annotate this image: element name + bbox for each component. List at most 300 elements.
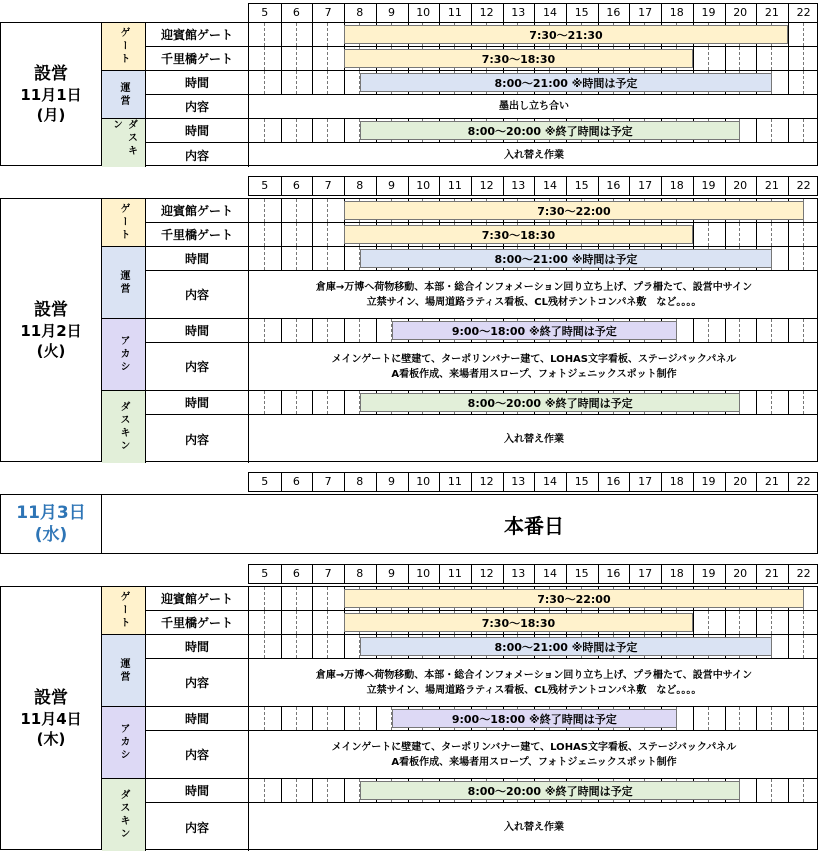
hour-tick: 7 [324, 179, 332, 192]
group-label: ゲート [102, 587, 146, 635]
day-block [0, 586, 818, 850]
grid-hour-line [756, 223, 757, 246]
group-label: ダスキン [102, 119, 146, 167]
content-text [249, 659, 818, 707]
content-line: 立禁サイン、場周道路ラティス看板、CL残材テントコンパネ敷 など。。。。 [366, 684, 702, 696]
hour-tick: 15 [574, 567, 589, 580]
day-cell [1, 23, 102, 165]
timeline-row [249, 635, 818, 659]
time-bar: 8:00～21:00 ※時間は予定 [360, 249, 772, 268]
grid-hour-line [725, 47, 726, 70]
grid-line [708, 707, 709, 730]
hour-tick: 6 [292, 6, 300, 19]
grid-line [327, 71, 328, 94]
hour-tick: 21 [764, 567, 779, 580]
grid-line [803, 707, 804, 730]
hour-tick: 19 [701, 6, 716, 19]
timeline-row [249, 199, 818, 223]
group-label: アカシ [102, 319, 146, 391]
grid-line [264, 587, 265, 610]
content-text [249, 271, 818, 319]
hour-tick: 8 [356, 6, 364, 19]
grid-line [771, 47, 772, 70]
timeline-row [249, 23, 818, 47]
grid-hour-line [281, 199, 282, 222]
day-cell [1, 587, 102, 849]
grid-line [327, 199, 328, 222]
grid-line [327, 223, 328, 246]
grid-line [771, 391, 772, 414]
group-label: ダスキン [102, 779, 146, 851]
grid-line [296, 223, 297, 246]
row-label: 迎賓館ゲート [146, 587, 249, 611]
hour-tick: 6 [292, 567, 300, 580]
content-line: A看板作成、来場者用スロープ、フォトジェニックスポット制作 [391, 756, 677, 768]
timeline-row [249, 71, 818, 95]
timeline-row [249, 587, 818, 611]
hour-tick: 16 [606, 6, 621, 19]
grid-hour-line [725, 319, 726, 342]
hour-tick: 5 [261, 6, 269, 19]
day-date: 11月2日 [20, 322, 82, 340]
hour-tick: 9 [387, 567, 395, 580]
hour-tick: 11 [447, 567, 462, 580]
grid-line [327, 47, 328, 70]
grid-line [708, 47, 709, 70]
grid-line [296, 71, 297, 94]
group-label: 運営 [102, 635, 146, 707]
grid-hour-line [725, 223, 726, 246]
grid-line [803, 47, 804, 70]
hour-tick: 21 [764, 179, 779, 192]
grid-hour-line [281, 319, 282, 342]
group-label: ゲート [102, 23, 146, 71]
grid-line [296, 119, 297, 142]
row-label: 内容 [146, 343, 249, 391]
hour-tick: 14 [542, 475, 557, 488]
hour-tick: 17 [638, 475, 653, 488]
day-title: 設営 [34, 300, 68, 320]
grid-line [739, 319, 740, 342]
hour-tick: 15 [574, 6, 589, 19]
grid-hour-line [693, 47, 694, 70]
hour-tick: 11 [447, 179, 462, 192]
hour-tick: 20 [733, 6, 748, 19]
grid-hour-line [725, 611, 726, 634]
grid-line [264, 223, 265, 246]
grid-hour-line [788, 223, 789, 246]
grid-line [803, 247, 804, 270]
row-label: 内容 [146, 271, 249, 319]
row-label: 時間 [146, 71, 249, 95]
hour-tick: 9 [387, 6, 395, 19]
grid-hour-line [312, 779, 313, 802]
grid-hour-line [281, 587, 282, 610]
grid-hour-line [788, 635, 789, 658]
grid-line [739, 611, 740, 634]
grid-line [771, 611, 772, 634]
hour-tick: 20 [733, 567, 748, 580]
grid-line [771, 223, 772, 246]
grid-line [296, 587, 297, 610]
grid-line [803, 223, 804, 246]
grid-line [359, 319, 360, 342]
grid-hour-line [281, 71, 282, 94]
time-bar: 8:00～20:00 ※終了時間は予定 [360, 393, 740, 412]
hour-tick: 17 [638, 6, 653, 19]
content-text [249, 731, 818, 779]
grid-line [803, 71, 804, 94]
hour-header [248, 472, 818, 492]
grid-hour-line [756, 47, 757, 70]
grid-line [296, 23, 297, 46]
hour-tick: 22 [796, 567, 811, 580]
hour-tick: 7 [324, 567, 332, 580]
grid-line [803, 319, 804, 342]
grid-line [803, 779, 804, 802]
grid-hour-line [788, 23, 789, 46]
time-bar: 8:00～20:00 ※終了時間は予定 [360, 781, 740, 800]
time-bar: 9:00～18:00 ※終了時間は予定 [392, 709, 677, 728]
timeline-row [249, 47, 818, 71]
row-label: 内容 [146, 143, 249, 167]
grid-line [264, 319, 265, 342]
day-cell [1, 495, 102, 553]
time-bar: 8:00～20:00 ※終了時間は予定 [360, 121, 740, 140]
row-label: 内容 [146, 731, 249, 779]
grid-line [771, 119, 772, 142]
grid-hour-line [756, 319, 757, 342]
hour-tick: 12 [479, 475, 494, 488]
grid-hour-line [756, 391, 757, 414]
grid-hour-line [344, 319, 345, 342]
content-text [249, 95, 818, 119]
content-line: 倉庫→万博へ荷物移動、本部・総合インフォメーション回り立ち上げ、プラ柵たて、設営中サイン [315, 281, 753, 293]
hour-tick: 13 [511, 6, 526, 19]
content-line: 入れ替え作業 [504, 433, 564, 445]
content-text [249, 803, 818, 851]
hour-tick: 19 [701, 179, 716, 192]
hour-tick: 10 [416, 179, 431, 192]
grid-hour-line [344, 71, 345, 94]
grid-hour-line [344, 635, 345, 658]
hour-tick: 16 [606, 179, 621, 192]
day-title: 設営 [34, 64, 68, 84]
day-weekday: (月) [36, 106, 66, 124]
grid-line [327, 779, 328, 802]
hour-tick: 16 [606, 475, 621, 488]
grid-line [264, 635, 265, 658]
hour-tick: 14 [542, 6, 557, 19]
content-line: 倉庫→万博へ荷物移動、本部・総合インフォメーション回り立ち上げ、プラ柵たて、設営中サイン [315, 669, 753, 681]
grid-hour-line [312, 47, 313, 70]
row-label: 時間 [146, 779, 249, 803]
grid-hour-line [312, 707, 313, 730]
hour-tick: 10 [416, 6, 431, 19]
hour-tick: 22 [796, 6, 811, 19]
grid-line [708, 611, 709, 634]
hour-header [248, 3, 818, 23]
row-label: 内容 [146, 415, 249, 463]
grid-line [264, 199, 265, 222]
grid-hour-line [312, 391, 313, 414]
grid-hour-line [281, 611, 282, 634]
hour-tick: 7 [324, 6, 332, 19]
grid-line [739, 47, 740, 70]
time-bar: 7:30～18:30 [344, 49, 693, 68]
row-label: 時間 [146, 119, 249, 143]
grid-hour-line [281, 23, 282, 46]
group-label: アカシ [102, 707, 146, 779]
grid-line [296, 199, 297, 222]
group-label: 運営 [102, 71, 146, 119]
grid-hour-line [312, 23, 313, 46]
row-label: 内容 [146, 803, 249, 851]
grid-hour-line [312, 635, 313, 658]
hour-tick: 18 [669, 6, 684, 19]
grid-line [803, 391, 804, 414]
hour-tick: 21 [764, 6, 779, 19]
grid-hour-line [312, 199, 313, 222]
time-bar: 7:30～18:30 [344, 225, 693, 244]
day-block [0, 494, 818, 554]
grid-hour-line [312, 119, 313, 142]
grid-hour-line [693, 319, 694, 342]
hour-tick: 7 [324, 475, 332, 488]
grid-line [327, 611, 328, 634]
timeline-row [249, 611, 818, 635]
row-label: 迎賓館ゲート [146, 23, 249, 47]
grid-hour-line [756, 779, 757, 802]
content-line: メインゲートに壁建て、ターポリンバナー建て、LOHAS文字看板、ステージバックパネル [331, 741, 737, 753]
hour-tick: 10 [416, 475, 431, 488]
hour-tick: 15 [574, 475, 589, 488]
grid-hour-line [756, 119, 757, 142]
time-bar: 7:30～21:30 [344, 25, 788, 44]
hour-tick: 5 [261, 179, 269, 192]
day-weekday: (水) [34, 525, 68, 545]
grid-line [296, 47, 297, 70]
hour-tick: 20 [733, 475, 748, 488]
hour-tick: 8 [356, 475, 364, 488]
row-label: 迎賓館ゲート [146, 199, 249, 223]
time-bar: 7:30～18:30 [344, 613, 693, 632]
grid-hour-line [756, 611, 757, 634]
grid-hour-line [788, 247, 789, 270]
hour-tick: 11 [447, 475, 462, 488]
grid-line [264, 779, 265, 802]
content-line: A看板作成、来場者用スロープ、フォトジェニックスポット制作 [391, 368, 677, 380]
hour-tick: 13 [511, 475, 526, 488]
hour-tick: 13 [511, 567, 526, 580]
time-bar: 8:00～21:00 ※時間は予定 [360, 73, 772, 92]
grid-line [296, 391, 297, 414]
grid-hour-line [693, 223, 694, 246]
content-line: 墨出し立ち合い [499, 101, 569, 112]
grid-hour-line [281, 47, 282, 70]
grid-hour-line [281, 391, 282, 414]
hour-tick: 8 [356, 179, 364, 192]
grid-line [327, 23, 328, 46]
content-text [249, 415, 818, 463]
grid-line [771, 707, 772, 730]
grid-hour-line [344, 779, 345, 802]
time-bar: 7:30～22:00 [344, 589, 804, 608]
grid-hour-line [312, 587, 313, 610]
hour-tick: 9 [387, 179, 395, 192]
grid-hour-line [281, 119, 282, 142]
group-label: 運営 [102, 247, 146, 319]
grid-line [803, 119, 804, 142]
grid-line [264, 71, 265, 94]
grid-line [327, 319, 328, 342]
hour-tick: 6 [292, 179, 300, 192]
group-label: ダスキン [102, 391, 146, 463]
grid-line [296, 319, 297, 342]
grid-hour-line [344, 707, 345, 730]
grid-hour-line [788, 47, 789, 70]
row-label: 千里橋ゲート [146, 611, 249, 635]
hour-tick: 16 [606, 567, 621, 580]
grid-line [771, 779, 772, 802]
grid-line [327, 391, 328, 414]
grid-hour-line [725, 707, 726, 730]
grid-line [359, 707, 360, 730]
hour-tick: 14 [542, 179, 557, 192]
hour-tick: 18 [669, 475, 684, 488]
grid-line [264, 119, 265, 142]
grid-hour-line [376, 319, 377, 342]
grid-line [264, 391, 265, 414]
grid-line [803, 611, 804, 634]
time-bar: 7:30～22:00 [344, 201, 804, 220]
grid-line [708, 223, 709, 246]
hour-tick: 5 [261, 475, 269, 488]
grid-line [803, 635, 804, 658]
row-label: 時間 [146, 707, 249, 731]
timeline-row [249, 319, 818, 343]
grid-line [296, 707, 297, 730]
row-label: 時間 [146, 635, 249, 659]
hour-tick: 5 [261, 567, 269, 580]
grid-hour-line [312, 319, 313, 342]
content-text [249, 143, 818, 167]
event-label: 本番日 [504, 513, 564, 538]
grid-hour-line [376, 707, 377, 730]
row-label: 時間 [146, 319, 249, 343]
grid-hour-line [344, 391, 345, 414]
grid-line [327, 247, 328, 270]
day-block [0, 198, 818, 462]
grid-hour-line [788, 319, 789, 342]
row-label: 時間 [146, 391, 249, 415]
timeline-row [249, 223, 818, 247]
grid-line [803, 23, 804, 46]
grid-hour-line [312, 71, 313, 94]
row-label: 千里橋ゲート [146, 47, 249, 71]
hour-tick: 12 [479, 6, 494, 19]
grid-line [327, 707, 328, 730]
row-label: 千里橋ゲート [146, 223, 249, 247]
hour-tick: 18 [669, 179, 684, 192]
time-bar: 8:00～21:00 ※時間は予定 [360, 637, 772, 656]
hour-tick: 15 [574, 179, 589, 192]
day-title: 設営 [34, 688, 68, 708]
timeline-row [249, 779, 818, 803]
grid-line [296, 779, 297, 802]
day-cell [1, 199, 102, 461]
grid-hour-line [281, 707, 282, 730]
day-weekday: (火) [36, 342, 66, 360]
grid-line [327, 587, 328, 610]
timeline-row [249, 119, 818, 143]
hour-tick: 10 [416, 567, 431, 580]
timeline-row [249, 391, 818, 415]
day-date: 11月1日 [20, 86, 82, 104]
timeline-row [249, 707, 818, 731]
grid-hour-line [281, 223, 282, 246]
hour-tick: 8 [356, 567, 364, 580]
day-date: 11月4日 [20, 710, 82, 728]
hour-tick: 12 [479, 567, 494, 580]
day-date: 11月3日 [16, 503, 86, 523]
hour-tick: 22 [796, 179, 811, 192]
grid-line [708, 319, 709, 342]
hour-tick: 19 [701, 567, 716, 580]
grid-hour-line [788, 71, 789, 94]
hour-tick: 6 [292, 475, 300, 488]
grid-line [264, 707, 265, 730]
grid-hour-line [281, 635, 282, 658]
hour-tick: 18 [669, 567, 684, 580]
grid-hour-line [312, 223, 313, 246]
hour-header [248, 176, 818, 196]
grid-line [296, 635, 297, 658]
hour-tick: 21 [764, 475, 779, 488]
grid-line [264, 47, 265, 70]
grid-line [327, 119, 328, 142]
hour-tick: 17 [638, 179, 653, 192]
grid-hour-line [344, 247, 345, 270]
grid-hour-line [281, 247, 282, 270]
grid-hour-line [281, 779, 282, 802]
content-line: 入れ替え作業 [504, 821, 564, 833]
grid-line [264, 247, 265, 270]
hour-tick: 22 [796, 475, 811, 488]
day-weekday: (木) [36, 730, 66, 748]
grid-hour-line [788, 119, 789, 142]
row-label: 内容 [146, 95, 249, 119]
grid-line [264, 23, 265, 46]
row-label: 内容 [146, 659, 249, 707]
content-line: 立禁サイン、場周道路ラティス看板、CL残材テントコンパネ敷 など。。。。 [366, 296, 702, 308]
hour-tick: 11 [447, 6, 462, 19]
hour-header [248, 564, 818, 584]
timeline-row [249, 247, 818, 271]
hour-tick: 19 [701, 475, 716, 488]
grid-line [739, 707, 740, 730]
grid-hour-line [344, 119, 345, 142]
hour-tick: 13 [511, 179, 526, 192]
grid-hour-line [693, 611, 694, 634]
grid-hour-line [693, 707, 694, 730]
content-line: 入れ替え作業 [504, 149, 564, 161]
grid-hour-line [788, 611, 789, 634]
content-text [249, 343, 818, 391]
grid-line [296, 247, 297, 270]
grid-line [296, 611, 297, 634]
grid-hour-line [788, 391, 789, 414]
